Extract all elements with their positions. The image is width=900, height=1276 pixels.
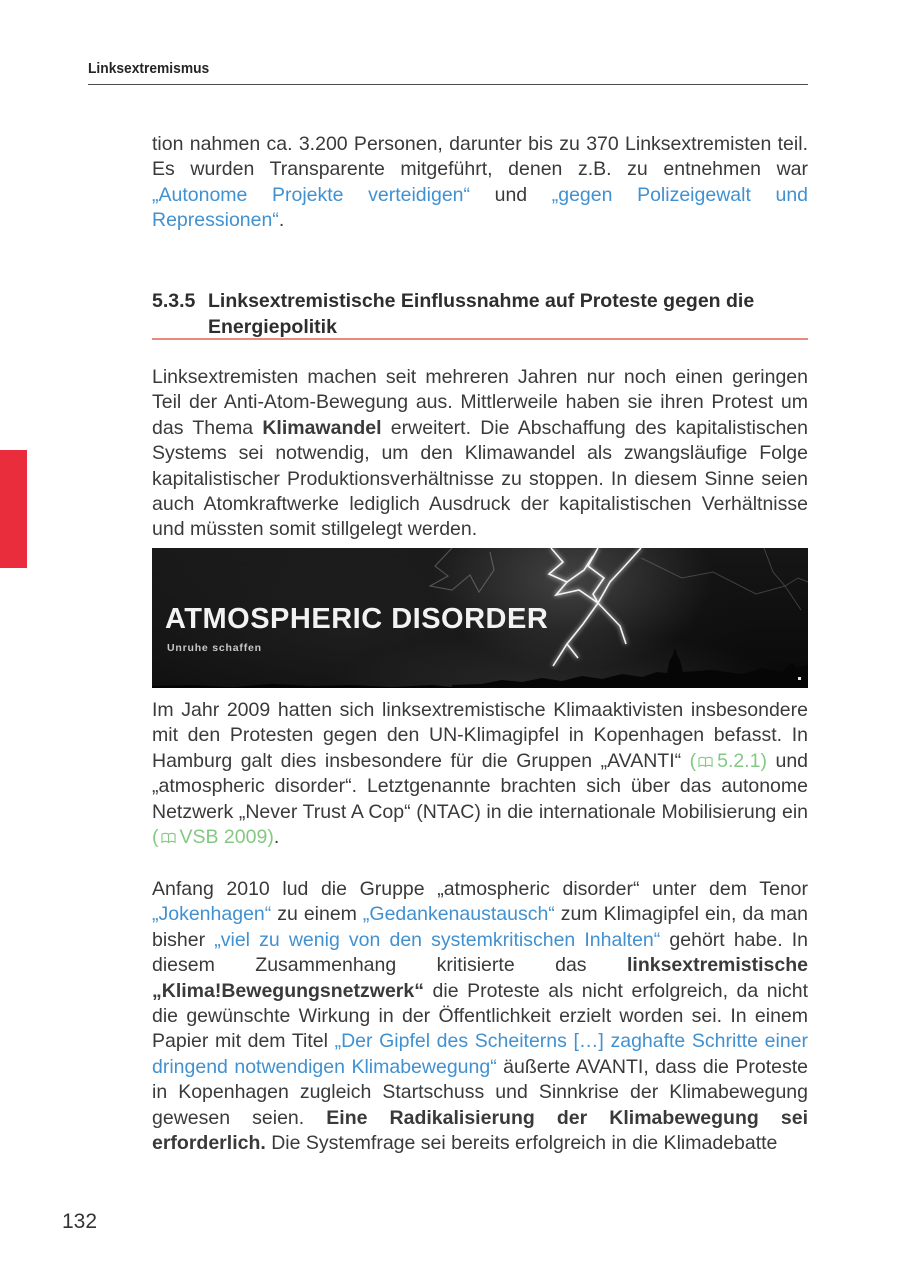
section-heading-rule: [152, 338, 808, 340]
foreground-silhouette: [152, 684, 462, 688]
body-text: die Proteste als nicht erfolgreich, da nicht die gewünschte Wirkung in der Öffentlichkeit erzielt worden sei. In einem Papier mit dem Titel: [152, 979, 808, 1053]
body-text: Im Jahr 2009 hatten sich linksextremistische Klimaaktivisten insbesondere mit den Protesten gegen den UN-Klimagipfel in Kopenhagen befasst. In Hamburg galt dies insbesondere für die Gruppen „AVANTI“: [152, 699, 808, 772]
cross-reference-link[interactable]: [690, 750, 767, 772]
reference-label: VSB 2009: [179, 826, 268, 849]
quoted-slogan: „Autonome Projekte verteidigen“: [152, 183, 471, 206]
atmospheric-disorder-banner-image: [152, 548, 808, 688]
reference-paren: (: [689, 749, 697, 772]
body-text: Die Systemfrage sei bereits erfolgreich in die Klimadebatte: [265, 1132, 778, 1155]
paragraph-2: [152, 365, 808, 543]
quoted-title: „Der Gipfel des Scheiterns […] zaghafte Schritte einer dringend notwendigen Klimabewegung“: [152, 1030, 809, 1078]
open-book-icon: [698, 756, 713, 768]
quoted-term: „Jokenhagen“: [152, 903, 272, 926]
body-text: erweitert. Die Abschaffung des kapitalistischen Systems sei notwendig, um den Klimawandel als zwangsläufige Folge kapitalistischer Produktionsverhältnisse zu stoppen. In diesem Sinne seien auch Atomkraftwerke lediglich Ausdruck der kapitalistischen Verhältnisse und müssten somit stillgelegt werden.: [152, 416, 808, 541]
quoted-slogan: „gegen Polizeigewalt und Repressionen“: [152, 183, 809, 232]
section-number: 5.3.5: [152, 290, 196, 312]
reference-paren: ): [267, 826, 274, 849]
body-text: .: [278, 209, 285, 232]
paragraph-3: [152, 698, 808, 850]
body-text: zum Klimagipfel ein, da man bisher: [152, 903, 808, 951]
bold-statement: Eine Radikalisierung der Klimabewegung sei erforderlich.: [152, 1106, 808, 1155]
banner-title: ATMOSPHERIC DISORDER: [165, 603, 549, 635]
body-text: Linksextremisten machen seit mehreren Jahren nur noch einen geringen Teil der Anti-Atom-Bewegung aus. Mittlerweile haben sie ihren Protest um das Thema: [152, 366, 808, 439]
section-heading: [152, 288, 808, 340]
paragraph-4: [152, 877, 808, 1156]
open-book-icon: [161, 832, 176, 844]
header-rule: [88, 84, 808, 85]
body-text: .: [273, 826, 280, 849]
bold-keyword: Klimawandel: [262, 416, 382, 439]
bold-keyword: linksextremistische „Klima!Bewegungsnetzwerk“: [152, 954, 808, 1002]
body-text: äußerte AVANTI, dass die Proteste in Kopenhagen zugleich Startschuss und Sinnkrise der Klimabewegung gewesen seien.: [152, 1055, 808, 1129]
lightning-faint-left: [430, 548, 494, 592]
body-text: gehört habe. In diesem Zusammenhang kritisierte das: [152, 928, 809, 977]
reference-paren: (: [152, 826, 159, 849]
lightning-main-bolt: [549, 548, 641, 666]
banner-subtitle: Unruhe schaffen: [167, 642, 262, 654]
body-text: tion nahmen ca. 3.200 Personen, darunter bis zu 370 Linksextremisten teil. Es wurden Transparente mitgeführt, denen z.B. zu entnehmen war: [152, 133, 808, 181]
page-number: 132: [62, 1210, 98, 1233]
reference-label: 5.2.1: [717, 749, 761, 772]
bright-speck: [798, 677, 801, 680]
section-title: Linksextremistische Einflussnahme auf Proteste gegen die Energiepolitik: [208, 290, 755, 338]
body-text: Anfang 2010 lud die Gruppe „atmospheric disorder“ unter dem Tenor: [152, 878, 808, 900]
quoted-term: „Gedankenaustausch“: [362, 903, 555, 926]
running-header-title: Linksextremismus: [88, 60, 210, 77]
lightning-faint-right: [641, 548, 808, 610]
chapter-thumb-tab: [0, 450, 27, 568]
quoted-term: „viel zu wenig von den systemkritischen Inhalten“: [214, 928, 661, 951]
running-header: [88, 60, 209, 77]
body-text: zu einem: [271, 903, 363, 926]
body-text: und: [470, 183, 552, 206]
reference-paren: ): [760, 749, 767, 772]
skyline-silhouette: [452, 648, 808, 688]
paragraph-1: [152, 132, 808, 234]
cross-reference-link[interactable]: [152, 826, 274, 848]
body-text: und „atmospheric disorder“. Letztgenannte brachten sich über das autonome Netzwerk „Never Trust A Cop“ (NTAC) in die internationale Mobilisierung ein: [152, 749, 809, 823]
